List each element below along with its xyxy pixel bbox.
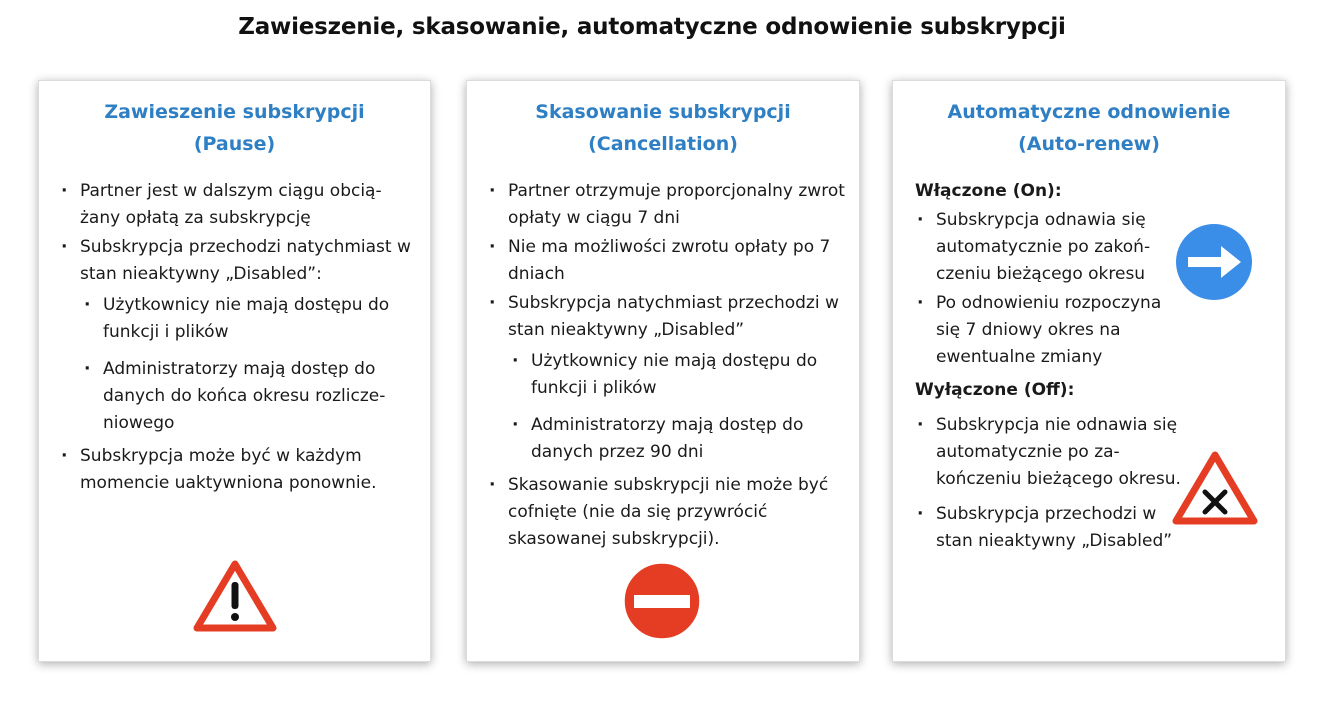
warning-triangle-icon — [192, 558, 278, 634]
list-item — [485, 178, 845, 232]
list-item-text: Administratorzy mają dostęp do danych przez 90 dni — [531, 415, 804, 462]
list-item-text: Skasowanie subskrypcji nie może być cofnięte (nie da się przywrócić skasowanej subskrypcji). — [508, 475, 829, 549]
arrow-right-circle-icon — [1175, 223, 1253, 301]
card-title-line2: (Auto-renew) — [1018, 133, 1160, 155]
list-item-text: Subskrypcja może być w każdym momencie uaktywniona ponownie. — [80, 446, 377, 493]
list-item-text: Subskrypcja przechodzi natychmiast w stan nieaktywny „Disabled”: — [80, 237, 411, 284]
list-item-text: Po odnowieniu rozpoczyna się 7 dniowy okres na ewentualne zmiany — [936, 293, 1162, 367]
on-section-label: Włączone (On): — [915, 181, 1062, 201]
card-body — [485, 178, 845, 555]
sub-list-item — [508, 412, 845, 466]
list-item — [57, 178, 416, 232]
card-title-line1: Automatyczne odnowienie — [947, 101, 1231, 123]
card-title-line2: (Cancellation) — [588, 133, 738, 155]
list-item-text: Użytkownicy nie mają dostępu do funkcji i plików — [531, 351, 818, 398]
list-item-text: Partner jest w dalszym ciągu obcią-żany opłatą za subskrypcję — [80, 181, 382, 228]
list-item — [57, 234, 416, 437]
sub-list-item — [508, 348, 845, 402]
list-item — [485, 234, 845, 288]
card-title-line1: Skasowanie subskrypcji — [535, 101, 791, 123]
list-item-text: Administratorzy mają dostęp do danych do końca okresu rozlicze-niowego — [103, 359, 386, 433]
card-title-line1: Zawieszenie subskrypcji — [104, 101, 365, 123]
list-item-text: Partner otrzymuje proporcjonalny zwrot opłaty w ciągu 7 dni — [508, 181, 845, 228]
list-item — [485, 472, 845, 553]
card-cancellation — [466, 80, 860, 662]
list-item — [913, 207, 1185, 288]
list-item — [485, 290, 845, 466]
list-item — [57, 443, 416, 497]
no-entry-icon — [622, 561, 702, 641]
off-bullet-list — [913, 412, 1185, 555]
on-bullet-list — [913, 207, 1185, 371]
sub-list-item — [80, 292, 416, 346]
list-item — [913, 501, 1185, 555]
sub-bullet-list — [508, 348, 845, 466]
card-auto-renew — [892, 80, 1286, 662]
list-item-text: Nie ma możliwości zwrotu opłaty po 7 dniach — [508, 237, 831, 284]
card-title — [39, 96, 430, 160]
bullet-list — [57, 178, 416, 497]
bullet-list — [485, 178, 845, 553]
off-section-label: Wyłączone (Off): — [915, 380, 1075, 400]
list-item-text: Subskrypcja odnawia się automatycznie po zakoń-czeniu bieżącego okresu — [936, 210, 1151, 284]
card-title — [467, 96, 859, 160]
card-body — [913, 178, 1185, 557]
list-item-text: Subskrypcja nie odnawia się automatycznie po za-kończeniu bieżącego okresu. — [936, 415, 1181, 489]
card-body — [57, 178, 416, 499]
list-item-text: Subskrypcja przechodzi w stan nieaktywny „Disabled” — [936, 504, 1173, 551]
sub-list-item — [80, 356, 416, 437]
list-item-text: Subskrypcja natychmiast przechodzi w stan nieaktywny „Disabled” — [508, 293, 839, 340]
sub-bullet-list — [80, 292, 416, 437]
card-title-line2: (Pause) — [193, 133, 276, 155]
list-item — [913, 412, 1185, 493]
card-title — [893, 96, 1285, 160]
list-item — [913, 290, 1185, 371]
page-title: Zawieszenie, skasowanie, automatyczne odnowienie subskrypcji — [238, 14, 1066, 40]
cross-triangle-icon — [1170, 449, 1260, 527]
list-item-text: Użytkownicy nie mają dostępu do funkcji i plików — [103, 295, 390, 342]
card-pause — [38, 80, 431, 662]
